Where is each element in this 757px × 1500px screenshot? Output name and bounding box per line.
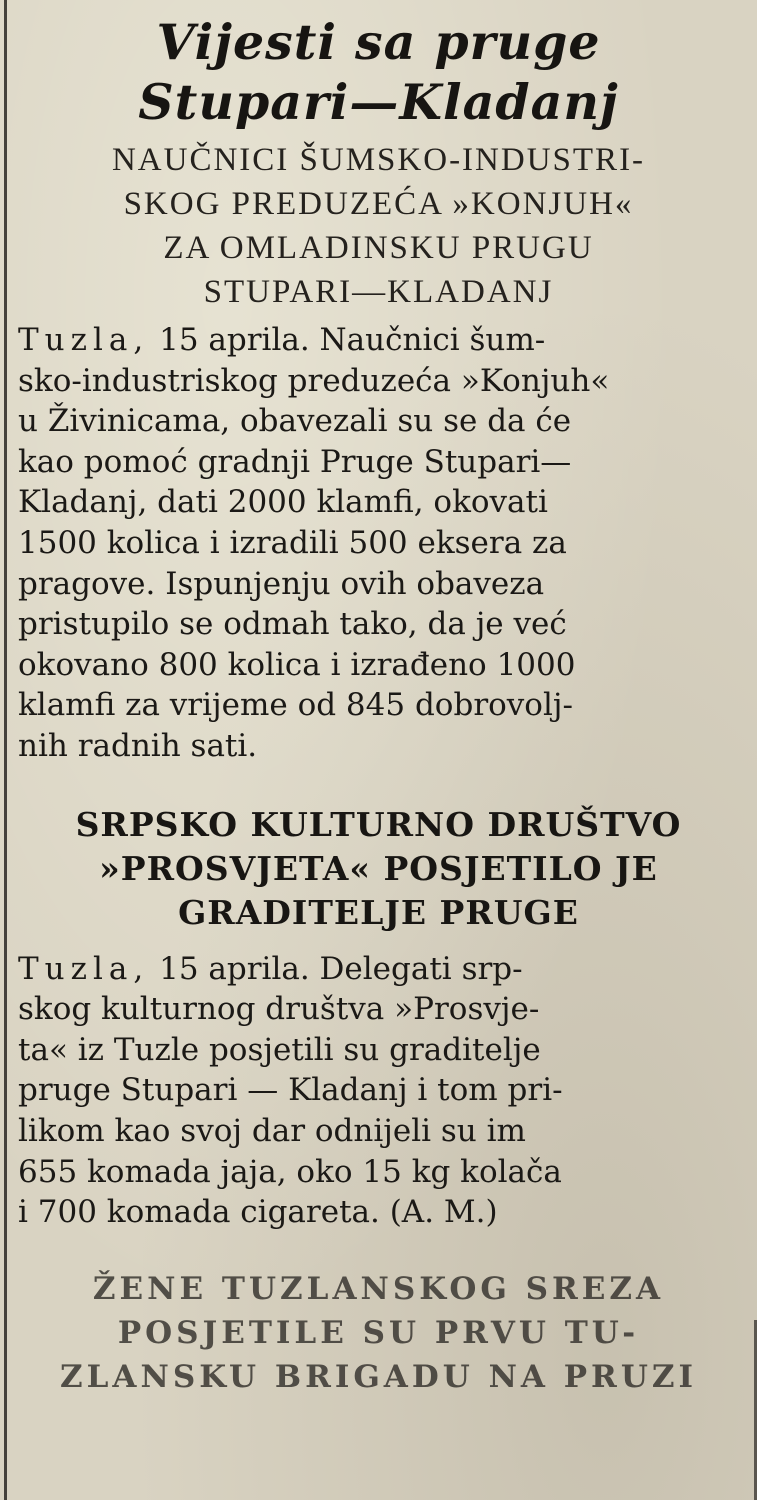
body-line: kao pomoć gradnji Pruge Stupari— xyxy=(18,443,572,480)
heading-line: ZLANSKU BRIGADU NA PRUZI xyxy=(60,1358,697,1395)
body-line: nih radnih sati. xyxy=(18,727,258,764)
subheading-line: SKOG PREDUZEĆA »KONJUH« xyxy=(123,186,634,222)
subheading-line: STUPARI—KLADANJ xyxy=(203,274,554,310)
body-line: ta« iz Tuzle posjetili su graditelje xyxy=(18,1031,541,1068)
body-line: sko-industriskog preduzeća »Konjuh« xyxy=(18,362,610,399)
body-line: likom kao svoj dar odnijeli su im xyxy=(18,1112,526,1149)
body-line: skog kulturnog društva »Prosvje- xyxy=(18,991,540,1028)
heading-line: GRADITELJE PRUGE xyxy=(178,892,579,932)
heading-line: ŽENE TUZLANSKOG SREZA xyxy=(92,1270,665,1307)
article-1-body xyxy=(14,320,743,767)
article-1-subheading xyxy=(14,138,743,314)
body-line: u Živinicama, obavezali su se da će xyxy=(18,403,572,440)
heading-line: POSJETILE SU PRVU TU- xyxy=(117,1314,640,1351)
headline-line-1: Vijesti sa pruge xyxy=(156,13,601,71)
body-line: i 700 komada cigareta. (A. M.) xyxy=(18,1194,498,1231)
article-2-heading xyxy=(14,803,743,935)
heading-line: SRPSKO KULTURNO DRUŠTVO xyxy=(75,804,682,844)
body-line-first xyxy=(18,949,735,990)
main-headline xyxy=(14,12,743,132)
body-line: 1500 kolica i izradili 500 eksera za xyxy=(18,524,567,561)
body-line-first xyxy=(18,320,735,361)
article-zene xyxy=(14,1267,743,1399)
article-prosvjeta xyxy=(14,803,743,1233)
body-line: 655 komada jaja, oko 15 kg kolača xyxy=(18,1153,562,1190)
body-line: okovano 800 kolica i izrađeno 1000 xyxy=(18,646,576,683)
dateline: Tuzla, xyxy=(18,950,150,987)
body-line: pragove. Ispunjenju ovih obaveza xyxy=(18,565,545,602)
article-3-heading xyxy=(14,1267,743,1399)
dateline: Tuzla, xyxy=(18,322,150,358)
heading-line: »PROSVJETA« POSJETILO JE xyxy=(99,848,658,888)
subheading-line: ZA OMLADINSKU PRUGU xyxy=(163,230,594,266)
body-line: pristupilo se odmah tako, da je već xyxy=(18,606,567,643)
body-line: klamfi za vrijeme od 845 dobrovolj- xyxy=(18,687,573,724)
headline-line-2: Stupari—Kladanj xyxy=(138,73,619,131)
body-line: Kladanj, dati 2000 klamfi, okovati xyxy=(18,484,548,521)
body-line: pruge Stupari — Kladanj i tom pri- xyxy=(18,1072,563,1109)
article-naucnici xyxy=(14,138,743,767)
article-2-body xyxy=(14,949,743,1233)
body-text: 15 aprila. Naučnici šum- xyxy=(159,322,546,358)
body-text: 15 aprila. Delegati srp- xyxy=(159,950,523,987)
subheading-line: NAUČNICI ŠUMSKO-INDUSTRI- xyxy=(111,142,646,178)
